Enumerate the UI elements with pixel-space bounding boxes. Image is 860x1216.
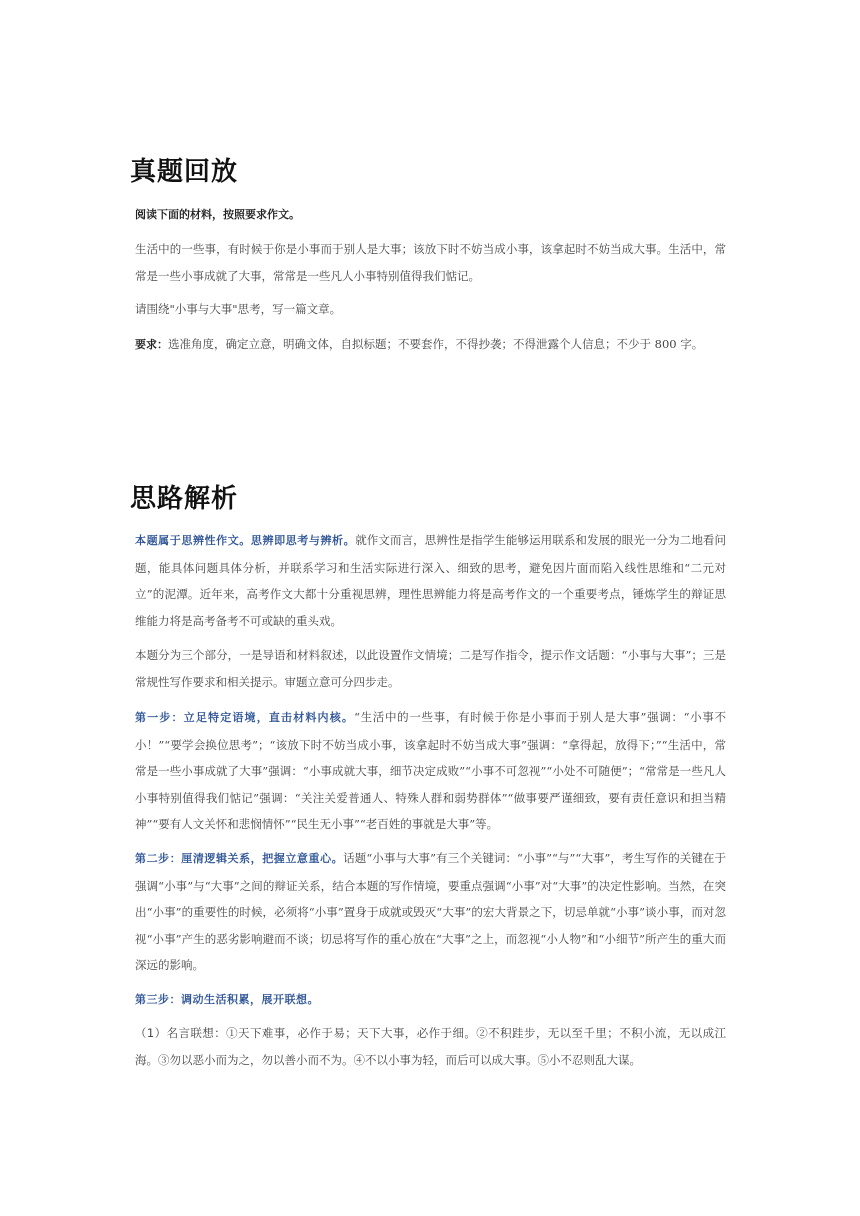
- prompt-text: 请围绕"小事与大事"思考，写一篇文章。: [135, 302, 342, 316]
- analysis-paragraph-6: [135, 1020, 726, 1073]
- exam-material: [135, 236, 726, 289]
- step-three-lead: 第三步：调动生活积累，展开联想。: [135, 993, 319, 1006]
- requirement-label: 要求：: [135, 338, 168, 351]
- section-title-analysis: 思路解析: [130, 484, 239, 514]
- analysis-paragraph-2: [135, 642, 726, 695]
- quotes-text: 名言联想：①天下难事，必作于易；天下大事，必作于细。②不积跬步，无以至千里；不积小流，无以成江海。③勿以恶小而为之，勿以善小而不为。④不以小事为轻，而后可以成大事。⑤小不忍则乱大谋。: [135, 1026, 726, 1067]
- material-text: 生活中的一些事，有时候于你是小事而于别人是大事；该放下时不妨当成小事，该拿起时不妨当成大事。生活中，常常是一些小事成就了大事，常常是一些凡人小事特别值得我们惦记。: [135, 242, 726, 283]
- section-title-exam: 真题回放: [130, 157, 239, 187]
- exam-prompt: [135, 296, 726, 323]
- exam-instruction: [135, 201, 726, 229]
- analysis-lead-1: 本题属于思辨性作文。思辨即思考与辨析。: [135, 534, 356, 547]
- step-two-lead: 第二步：厘清逻辑关系，把握立意重心。: [135, 852, 344, 865]
- exam-requirement: [135, 331, 726, 359]
- analysis-text-2: 本题分为三个部分，一是导语和材料叙述，以此设置作文情境；二是写作指令，提示作文话题：“小事与大事”；三是常规性写作要求和相关提示。审题立意可分四步走。: [135, 648, 726, 689]
- analysis-paragraph-4: [135, 845, 726, 979]
- analysis-paragraph-3: [135, 704, 726, 838]
- analysis-text-1: 就作文而言，思辨性是指学生能够运用联系和发展的眼光一分为二地看问题，能具体问题具体分析，并联系学习和生活实际进行深入、细致的思考，避免因片面而陷入线性思维和“二元对立”的泥潭。近年来，高考作文大都十分重视思辨，理性思辨能力将是高考作文的一个重要考点，锤炼学生的辩证思维能力将是高考备考不可或缺的重头戏。: [135, 533, 727, 628]
- item-number: （1）: [135, 1026, 167, 1040]
- requirement-text: 选准角度，确定立意，明确文体，自拟标题；不要套作，不得抄袭；不得泄露个人信息；不少于 800 字。: [168, 337, 704, 351]
- analysis-paragraph-1: [135, 527, 726, 634]
- step-one-lead: 第一步：立足特定语境，直击材料内核。: [135, 711, 355, 724]
- instruction-text: 阅读下面的材料，按照要求作文。: [135, 208, 300, 221]
- step-two-text: 话题“小事与大事”有三个关键词：“小事”“与”“大事”，考生写作的关键在于强调“小事”与“大事”之间的辩证关系，结合本题的写作情境，要重点强调“小事”对“大事”的决定性影响。当然，在突出“小事”的重要性的时候，必须将“小事”置身于成就或毁灭“大事”的宏大背景之下，切忌单就“小事”谈小事，而对忽视“小事”产生的恶劣影响避而不谈；切忌将写作的重心放在“大事”之上，而忽视“小人物”和“小细节”所产生的重大而深远的影响。: [135, 851, 727, 972]
- analysis-paragraph-5: [135, 986, 726, 1014]
- step-one-text: “生活中的一些事，有时候于你是小事而于别人是大事”强调：“小事不小！”“要学会换位思考”；“该放下时不妨当成小事，该拿起时不妨当成大事”强调：“拿得起，放得下；”“生活中，常常是一些小事成就了大事”强调：“小事成就大事，细节决定成败”“小事不可忽视”“小处不可随便”；“常常是一些凡人小事特别值得我们惦记”强调：“关注关爱普通人、特殊人群和弱势群体”“做事要严谨细致，要有责任意识和担当精神”“要有人文关怀和悲悯情怀”“民生无小事”“老百姓的事就是大事”等。: [135, 710, 727, 831]
